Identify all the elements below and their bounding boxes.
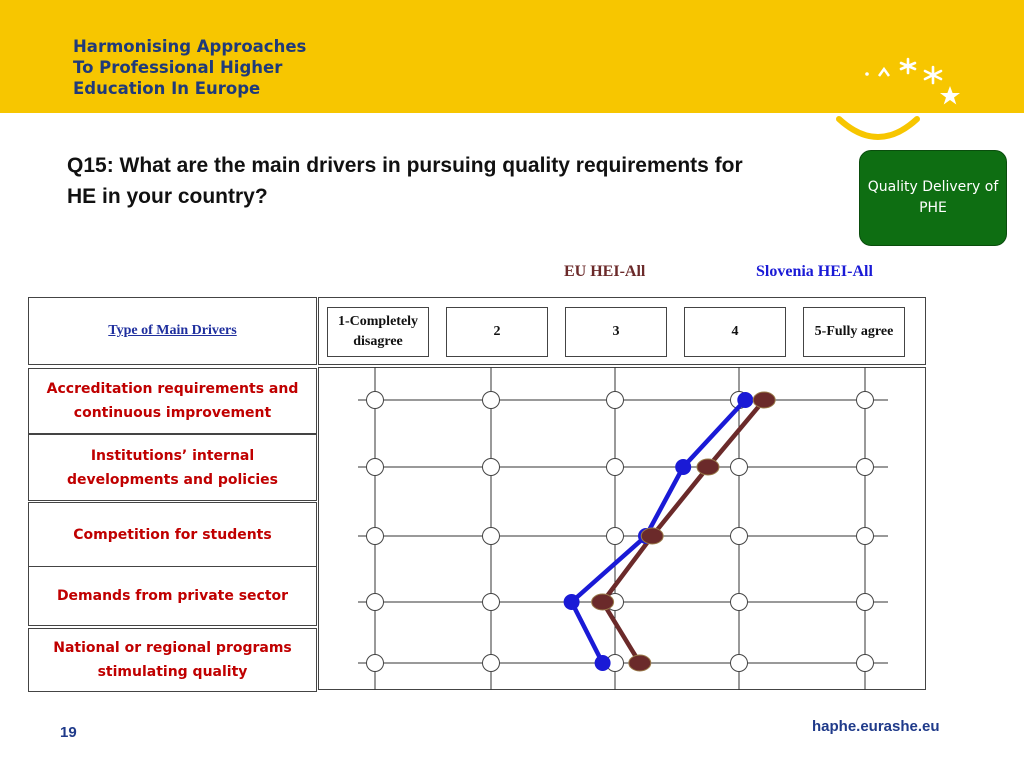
data-point-eu-hei-all: [592, 594, 614, 610]
scale-label-1: 1-Completely disagree: [327, 307, 429, 357]
driver-label-accreditation: Accreditation requirements and continuous improvement: [28, 368, 317, 434]
legend-eu-hei-all: EU HEI-All: [564, 263, 646, 280]
scale-point-marker: [607, 392, 624, 409]
scale-label-4: 4: [684, 307, 786, 357]
scale-point-marker: [367, 528, 384, 545]
scale-point-marker: [731, 459, 748, 476]
scale-label-2: 2: [446, 307, 548, 357]
logo-line: Education In Europe: [73, 79, 261, 98]
site-url-link[interactable]: haphe.eurashe.eu: [812, 718, 940, 735]
driver-label-internal-developments: Institutions’ internal developments and policies: [28, 434, 317, 501]
type-of-drivers-heading: Type of Main Drivers: [108, 323, 237, 338]
scale-label-3: 3: [565, 307, 667, 357]
project-logo-text: [73, 36, 333, 99]
scale-point-marker: [731, 528, 748, 545]
scale-point-marker: [483, 655, 500, 672]
legend-slovenia-hei-all: Slovenia HEI-All: [756, 263, 873, 280]
scale-point-marker: [857, 594, 874, 611]
quality-delivery-badge: [859, 150, 1007, 246]
data-point-slovenia-hei-all: [675, 459, 691, 475]
smile-stars-logo-icon: [830, 40, 970, 150]
scale-header: [318, 297, 926, 365]
question-title: Q15: What are the main drivers in pursuing quality requirements for HE in your country?: [67, 154, 743, 208]
data-point-eu-hei-all: [629, 655, 651, 671]
scale-point-marker: [367, 392, 384, 409]
scale-point-marker: [367, 594, 384, 611]
badge-label: Quality Delivery of PHE: [867, 179, 999, 216]
scale-point-marker: [367, 655, 384, 672]
drivers-chart: [318, 367, 926, 690]
data-point-eu-hei-all: [697, 459, 719, 475]
data-point-slovenia-hei-all: [737, 392, 753, 408]
data-point-slovenia-hei-all: [595, 655, 611, 671]
scale-point-marker: [607, 528, 624, 545]
logo-line: To Professional Higher: [73, 58, 283, 77]
driver-label-competition: Competition for students: [28, 502, 317, 568]
logo-line: Harmonising Approaches: [73, 37, 307, 56]
scale-point-marker: [857, 528, 874, 545]
data-point-eu-hei-all: [753, 392, 775, 408]
scale-point-marker: [731, 594, 748, 611]
driver-label-private-sector: Demands from private sector: [28, 566, 317, 626]
driver-label-national-programs: National or regional programs stimulating quality: [28, 628, 317, 692]
scale-point-marker: [483, 528, 500, 545]
scale-point-marker: [857, 392, 874, 409]
data-point-slovenia-hei-all: [564, 594, 580, 610]
scale-label-5: 5-Fully agree: [803, 307, 905, 357]
scale-point-marker: [857, 655, 874, 672]
scale-point-marker: [607, 459, 624, 476]
scale-point-marker: [483, 392, 500, 409]
scale-point-marker: [367, 459, 384, 476]
scale-point-marker: [857, 459, 874, 476]
drivers-header-cell: [28, 297, 317, 365]
data-point-eu-hei-all: [641, 528, 663, 544]
scale-point-marker: [731, 655, 748, 672]
scale-point-marker: [483, 459, 500, 476]
scale-point-marker: [483, 594, 500, 611]
page-number: 19: [60, 724, 77, 741]
